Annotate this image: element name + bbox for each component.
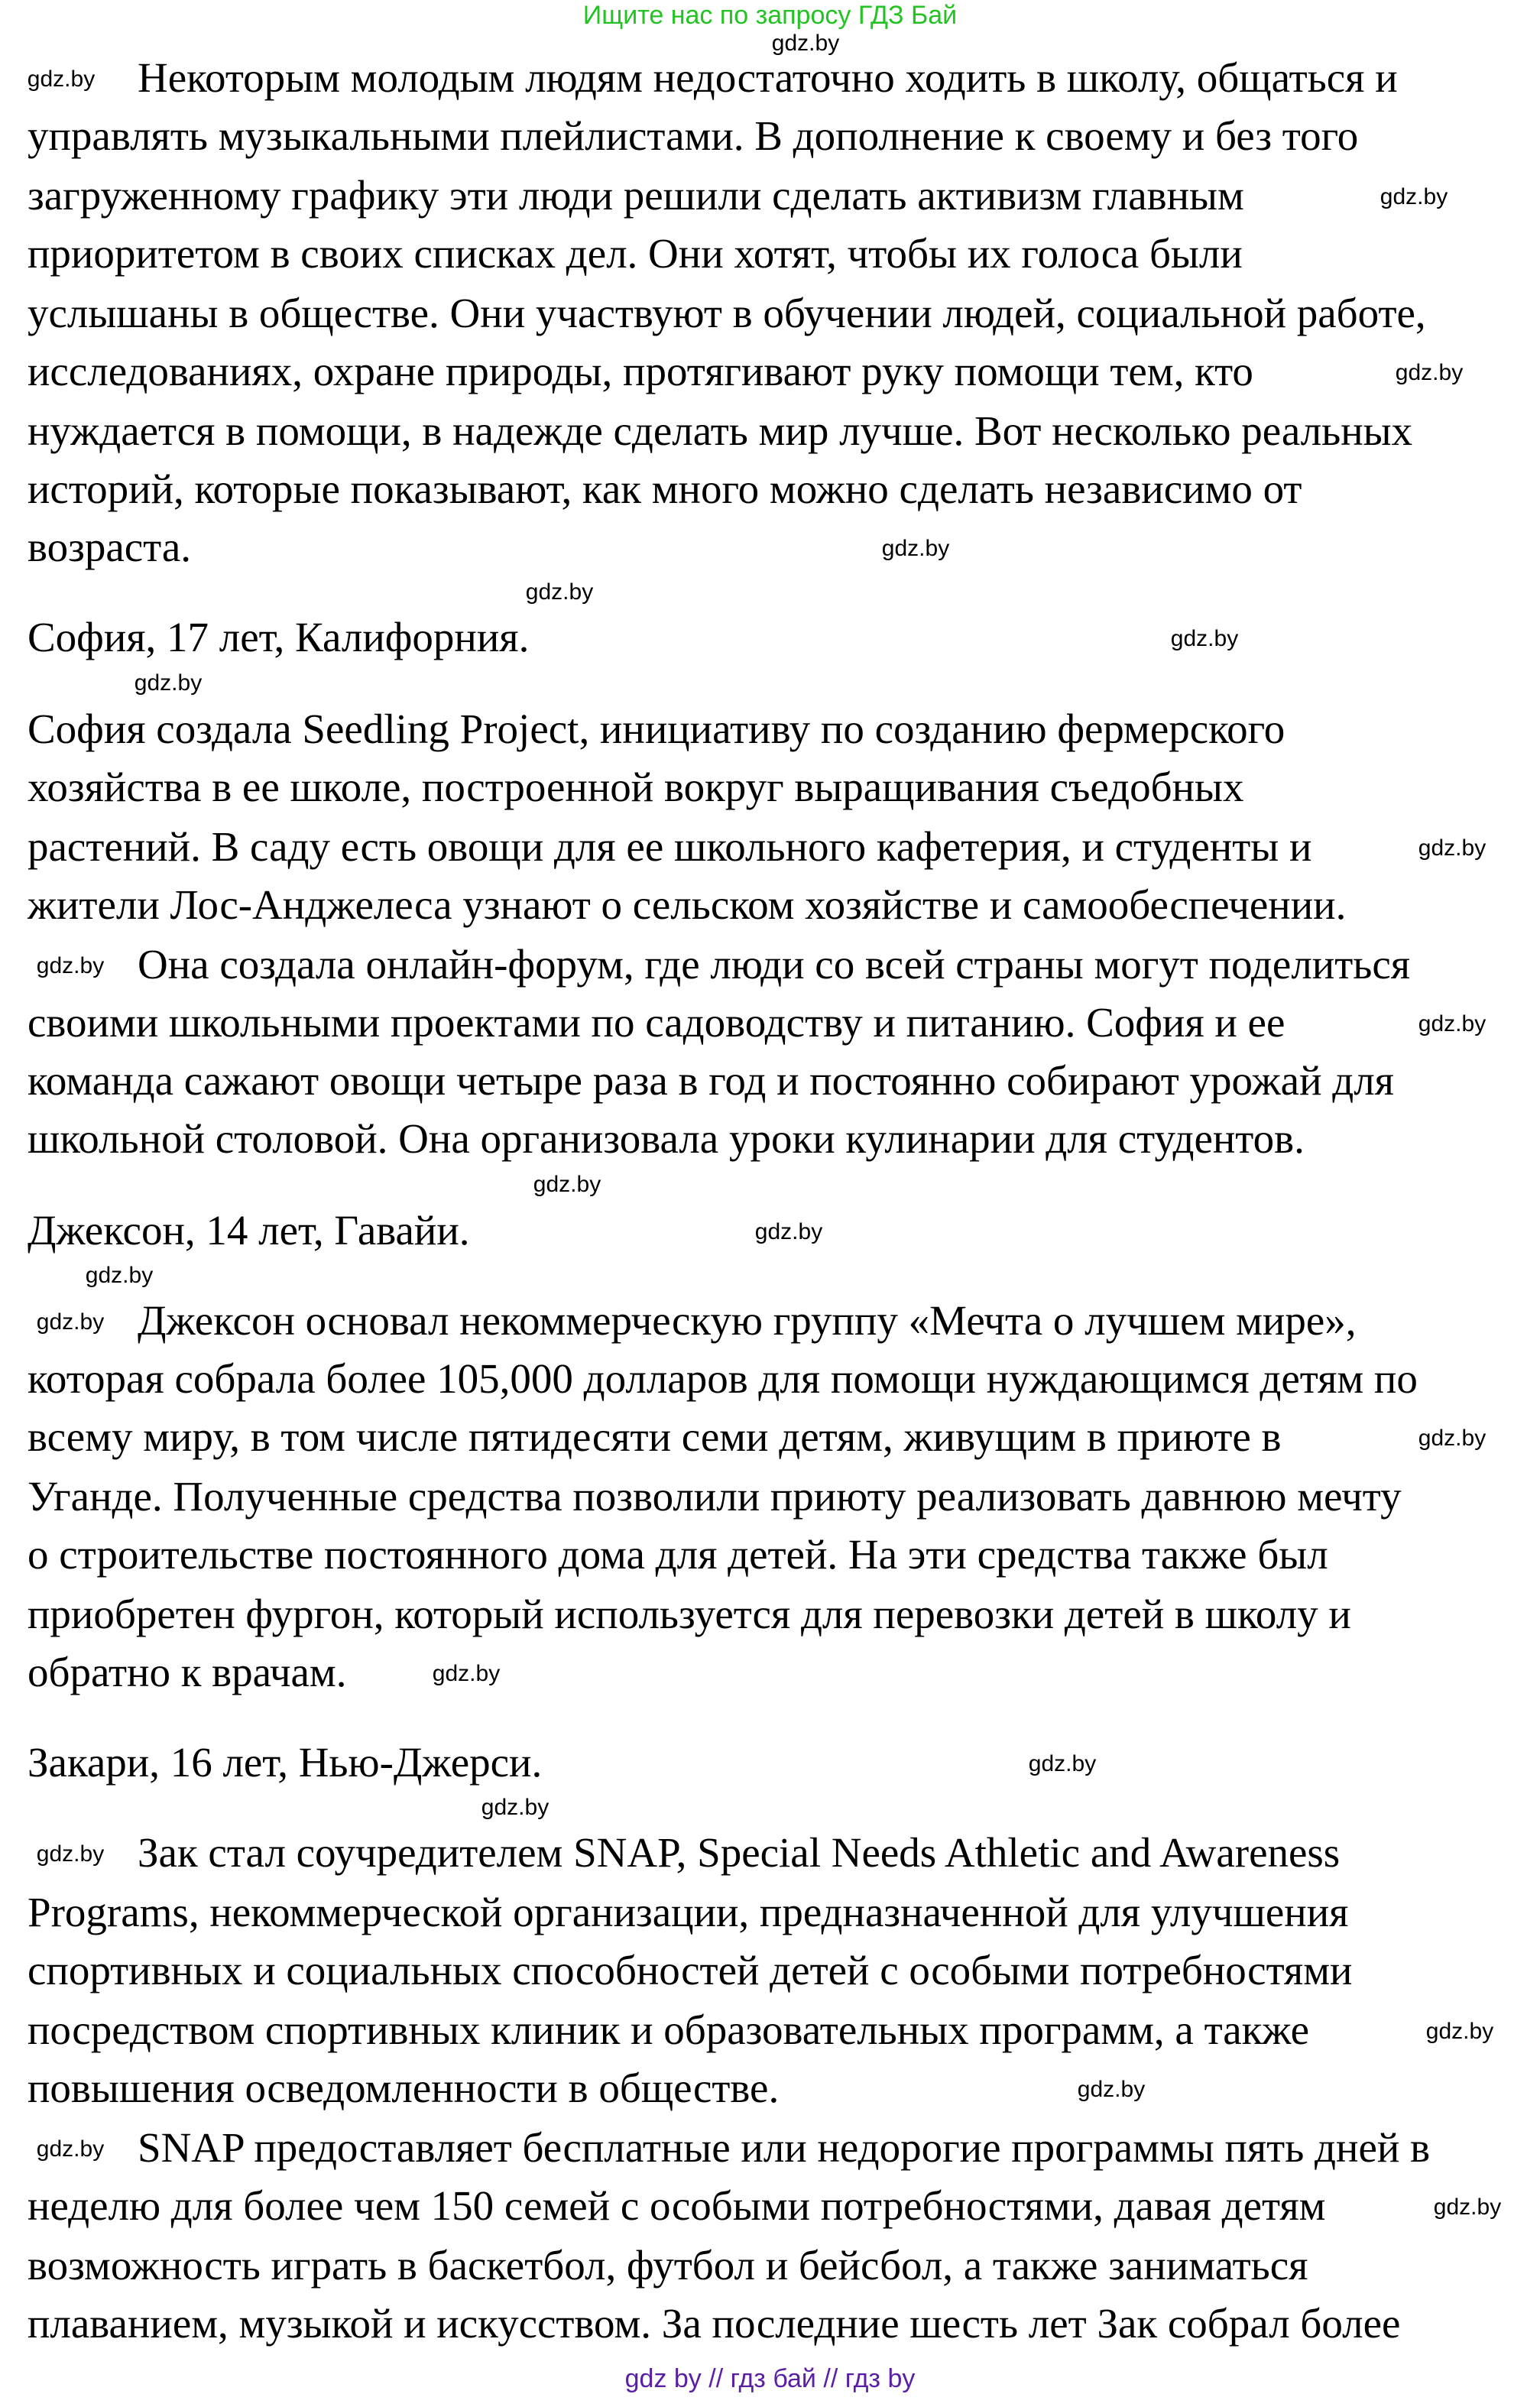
watermark: gdz.by bbox=[754, 1219, 823, 1244]
text-line: посредством спортивных клиник и образовательных программ, а также bbox=[28, 2006, 1310, 2053]
watermark: gdz.by bbox=[36, 1841, 105, 1867]
search-hint-header: Ищите нас по запросу ГДЗ Бай bbox=[582, 1, 958, 30]
text-line: приоритетом в своих списках дел. Они хотят, чтобы их голоса были bbox=[28, 230, 1243, 277]
watermark: gdz.by bbox=[36, 953, 105, 978]
watermark: gdz.by bbox=[134, 670, 203, 696]
text-line: жители Лос-Анджелеса узнают о сельском хозяйстве и самообеспечении. bbox=[28, 881, 1347, 928]
watermark: gdz.by bbox=[1170, 626, 1239, 651]
text-line: историй, которые показывают, как много можно сделать независимо от bbox=[28, 466, 1302, 512]
watermark: gdz.by bbox=[1418, 835, 1487, 861]
text-line: команда сажают овощи четыре раза в год и постоянно собирают урожай для bbox=[28, 1057, 1394, 1104]
watermark: gdz.by bbox=[1425, 2019, 1494, 2044]
text-line: исследованиях, охране природы, протягивают руку помощи тем, кто bbox=[28, 348, 1253, 394]
watermark: gdz.by bbox=[36, 2136, 105, 2162]
text-line: управлять музыкальными плейлистами. В дополнение к своему и без того bbox=[28, 112, 1359, 159]
watermark: gdz.by bbox=[36, 1309, 105, 1335]
text-line: плаванием, музыкой и искусством. За последние шесть лет Зак собрал более bbox=[28, 2300, 1401, 2347]
text-line: возможность играть в баскетбол, футбол и бейсбол, а также заниматься bbox=[28, 2242, 1308, 2289]
text-line: всему миру, в том числе пятидесяти семи детям, живущим в приюте в bbox=[28, 1413, 1282, 1460]
watermark: gdz.by bbox=[1028, 1751, 1097, 1776]
text-line: Она создала онлайн-форум, где люди со всей страны могут поделиться bbox=[138, 941, 1411, 988]
text-line: Зак стал соучредителем SNAP, Special Needs Athletic and Awareness bbox=[138, 1829, 1341, 1876]
watermark: gdz.by bbox=[1077, 2077, 1146, 2102]
text-line: школьной столовой. Она организовала уроки кулинарии для студентов. bbox=[28, 1115, 1305, 1162]
text-line: нуждается в помощи, в надежде сделать мир лучше. Вот несколько реальных bbox=[28, 407, 1413, 454]
watermark: gdz.by bbox=[533, 1172, 601, 1197]
text-line: приобретен фургон, который используется для перевозки детей в школу и bbox=[28, 1591, 1351, 1637]
watermark: gdz.by bbox=[525, 579, 594, 605]
watermark: gdz.by bbox=[1418, 1011, 1487, 1036]
watermark: gdz.by bbox=[1418, 1426, 1487, 1451]
text-line: Некоторым молодым людям недостаточно ходить в школу, общаться и bbox=[138, 54, 1398, 101]
text-line: Programs, некоммерческой организации, предназначенной для улучшения bbox=[28, 1889, 1349, 1935]
text-line: Джексон основал некоммерческую группу «Мечта о лучшем мире», bbox=[138, 1297, 1357, 1344]
text-line: София создала Seedling Project, инициативу по созданию фермерского bbox=[28, 706, 1285, 752]
text-line: услышаны в обществе. Они участвуют в обучении людей, социальной работе, bbox=[28, 290, 1426, 336]
text-line: о строительстве постоянного дома для детей. На эти средства также был bbox=[28, 1531, 1328, 1578]
watermark: gdz.by bbox=[1380, 184, 1448, 209]
text-line: обратно к врачам. bbox=[28, 1649, 347, 1695]
watermark: gdz.by bbox=[432, 1661, 501, 1686]
text-line: возраста. bbox=[28, 524, 192, 570]
section-heading: Закари, 16 лет, Нью-Джерси. bbox=[28, 1739, 543, 1786]
text-line: загруженному графику эти люди решили сделать активизм главным bbox=[28, 172, 1244, 219]
text-line: растений. В саду есть овощи для ее школьного кафетерия, и студенты и bbox=[28, 823, 1312, 870]
site-footer: gdz by // гдз бай // гдз by bbox=[624, 2364, 916, 2393]
text-line: Уганде. Полученные средства позволили приюту реализовать давнюю мечту bbox=[28, 1473, 1402, 1520]
text-line: спортивных и социальных способностей детей с особыми потребностями bbox=[28, 1947, 1353, 1993]
watermark: gdz.by bbox=[481, 1795, 550, 1820]
text-line: SNAP предоставляет бесплатные или недорогие программы пять дней в bbox=[138, 2124, 1431, 2171]
text-line: неделю для более чем 150 семей с особыми потребностями, давая детям bbox=[28, 2182, 1326, 2229]
text-line: повышения осведомленности в обществе. bbox=[28, 2065, 780, 2111]
text-line: хозяйства в ее школе, построенной вокруг выращивания съедобных bbox=[28, 764, 1244, 810]
text-line: своими школьными проектами по садоводству и питанию. София и ее bbox=[28, 999, 1285, 1046]
watermark: gdz.by bbox=[881, 536, 950, 561]
watermark: gdz.by bbox=[85, 1263, 154, 1288]
watermark: gdz.by bbox=[1433, 2195, 1502, 2220]
watermark: gdz.by bbox=[771, 31, 840, 56]
watermark: gdz.by bbox=[1395, 360, 1464, 385]
section-heading: Джексон, 14 лет, Гавайи. bbox=[28, 1207, 470, 1254]
section-heading: София, 17 лет, Калифорния. bbox=[28, 614, 530, 660]
watermark: gdz.by bbox=[27, 67, 96, 92]
text-line: которая собрала более 105,000 долларов для помощи нуждающимся детям по bbox=[28, 1355, 1418, 1402]
